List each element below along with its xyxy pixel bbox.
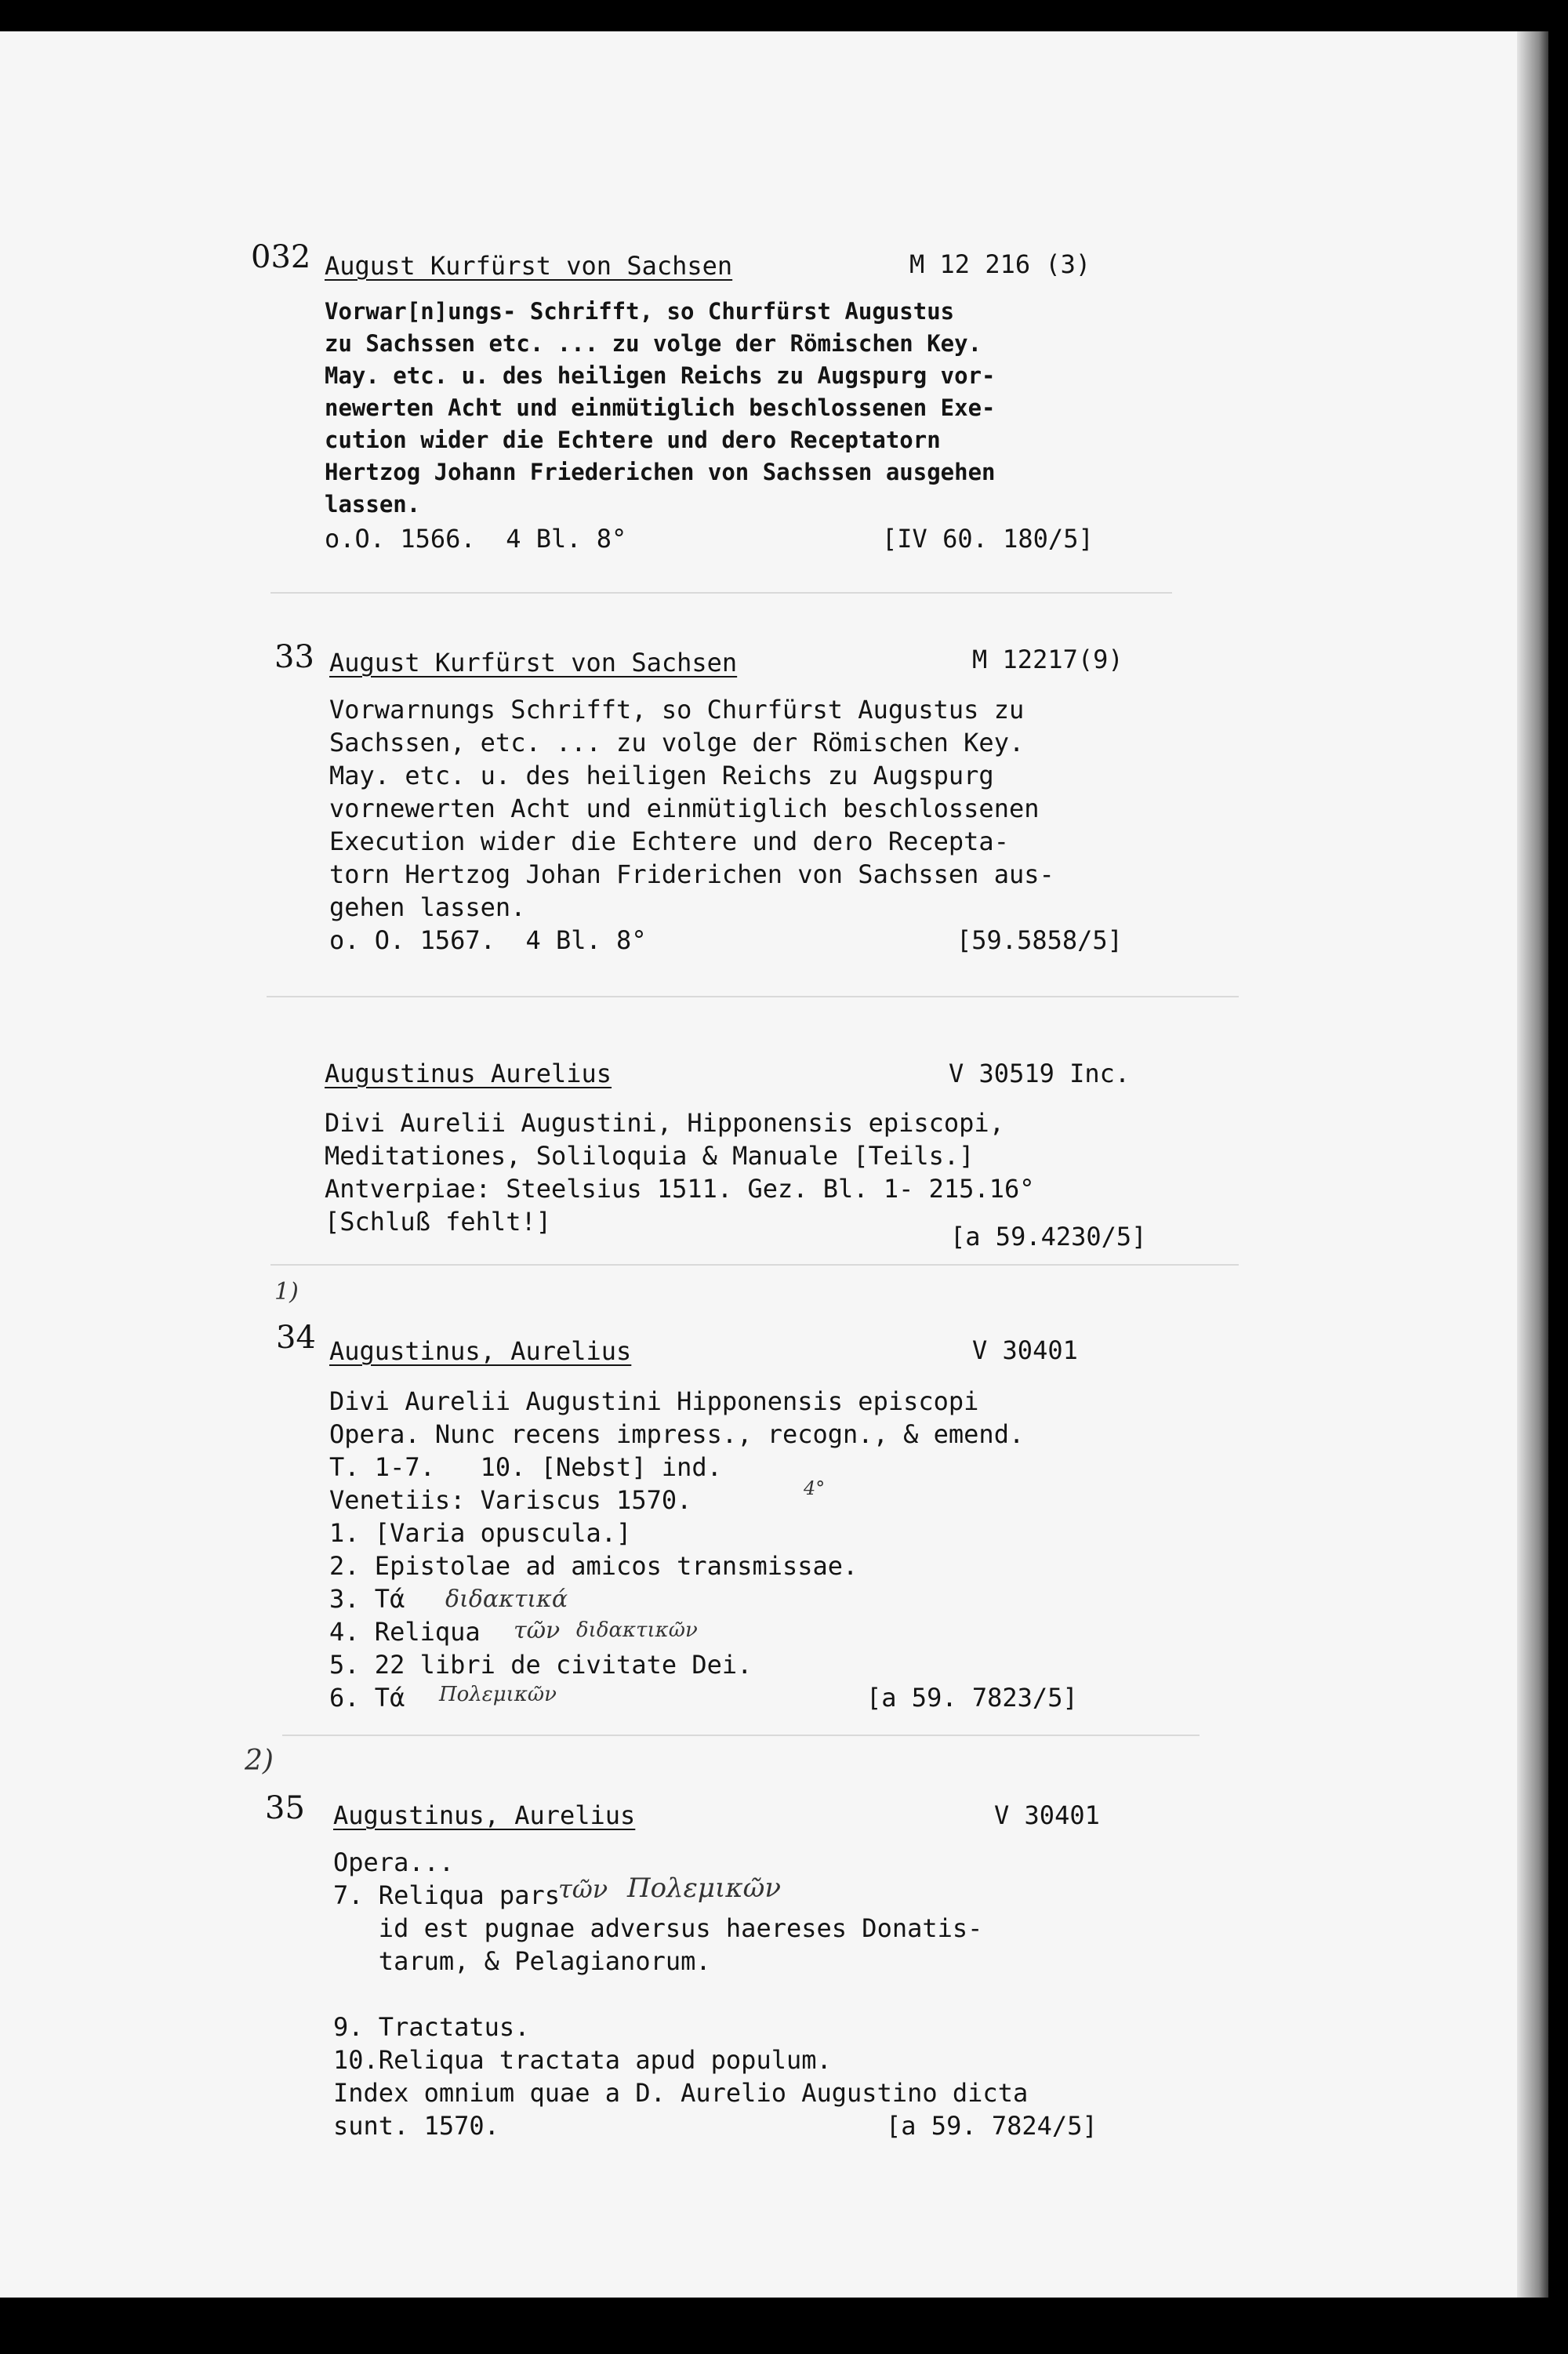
entry-heading: Augustinus Aurelius xyxy=(325,1059,612,1088)
content-line: sunt. 1570. xyxy=(333,2111,499,2141)
title-line: Meditationes, Soliloquia & Manuale [Teils.] xyxy=(325,1141,975,1171)
card-divider xyxy=(270,592,1172,594)
content-line: 10.Reliqua tractata apud populum. xyxy=(333,2045,832,2075)
title-line: gehen lassen. xyxy=(329,892,526,922)
title-line: Hertzog Johann Friederichen von Sachssen ausgehen xyxy=(325,459,996,485)
signature: [a 59. 7823/5] xyxy=(866,1683,1078,1713)
title-line: Venetiis: Variscus 1570. xyxy=(329,1485,692,1515)
title-line: Opera... xyxy=(333,1847,455,1877)
title-line: Opera. Nunc recens impress., recogn., & emend. xyxy=(329,1419,1025,1449)
title-line: Execution wider die Echtere und dero Recepta- xyxy=(329,826,1009,856)
shelfmark: V 30401 xyxy=(994,1800,1100,1830)
imprint: o.O. 1566. 4 Bl. 8° xyxy=(325,524,627,554)
entry-heading: Augustinus, Aurelius xyxy=(333,1800,636,1830)
handwritten-note: 1) xyxy=(274,1278,299,1306)
entry-number: 032 xyxy=(251,239,311,275)
page-edge xyxy=(1517,31,1548,2298)
title-line: [Schluß fehlt!] xyxy=(325,1207,551,1237)
content-line: 3. Tά xyxy=(329,1584,405,1614)
title-line: Divi Aurelii Augustini, Hipponensis episcopi, xyxy=(325,1108,1004,1138)
title-line: Sachssen, etc. ... zu volge der Römischen Key. xyxy=(329,728,1025,757)
handwritten-note: 2) xyxy=(245,1745,274,1777)
title-line: vornewerten Acht und einmütiglich beschlossenen xyxy=(329,794,1040,823)
signature: [a 59.4230/5] xyxy=(950,1222,1147,1251)
shelfmark: V 30401 xyxy=(972,1335,1078,1365)
title-line: cution wider die Echtere und dero Receptatorn xyxy=(325,427,941,453)
title-line: T. 1-7. 10. [Nebst] ind. xyxy=(329,1452,722,1482)
content-line: 4. Reliqua xyxy=(329,1617,481,1647)
entry-heading: Augustinus, Aurelius xyxy=(329,1336,632,1366)
title-line: Antverpiae: Steelsius 1511. Gez. Bl. 1- 215.16° xyxy=(325,1174,1035,1204)
shelfmark: M 12217(9) xyxy=(972,645,1123,674)
entry-number: 33 xyxy=(274,639,314,675)
content-line: 6. Tά xyxy=(329,1683,405,1713)
signature: [59.5858/5] xyxy=(956,925,1123,955)
content-line: id est pugnae adversus haereses Donatis- xyxy=(333,1913,983,1943)
content-line: 2. Epistolae ad amicos transmissae. xyxy=(329,1551,858,1581)
handwritten-format: 4° xyxy=(804,1477,826,1499)
shelfmark: V 30519 Inc. xyxy=(949,1059,1131,1088)
content-line: tarum, & Pelagianorum. xyxy=(333,1946,711,1976)
handwritten-greek: Πολεμικῶν xyxy=(627,1873,782,1904)
handwritten-greek: διδακτικά xyxy=(445,1586,568,1613)
handwritten-greek: διδακτικῶν xyxy=(576,1618,698,1642)
signature: [a 59. 7824/5] xyxy=(886,2111,1098,2141)
signature: [IV 60. 180/5] xyxy=(882,524,1094,554)
title-line: Divi Aurelii Augustini Hipponensis episcopi xyxy=(329,1386,979,1416)
imprint: o. O. 1567. 4 Bl. 8° xyxy=(329,925,647,955)
handwritten-greek: τῶν xyxy=(514,1617,561,1644)
title-line: lassen. xyxy=(325,491,421,518)
title-line: torn Hertzog Johan Friderichen von Sachssen aus- xyxy=(329,859,1054,889)
card-divider xyxy=(282,1735,1200,1736)
handwritten-greek: τῶν xyxy=(558,1874,608,1904)
content-line: Index omnium quae a D. Aurelio Augustino dicta xyxy=(333,2078,1029,2108)
content-line: 5. 22 libri de civitate Dei. xyxy=(329,1650,753,1680)
entry-heading: August Kurfürst von Sachsen xyxy=(329,648,738,678)
entry-number: 34 xyxy=(276,1320,316,1356)
title-line: Vorwar[n]ungs- Schrifft, so Churfürst Augustus xyxy=(325,298,955,325)
handwritten-greek: Πολεμικῶν xyxy=(439,1683,557,1706)
title-line: newerten Acht und einmütiglich beschlossenen Exe- xyxy=(325,394,996,421)
content-line: 9. Tractatus. xyxy=(333,2012,530,2042)
entry-heading: August Kurfürst von Sachsen xyxy=(325,251,733,281)
title-line: Vorwarnungs Schrifft, so Churfürst Augustus zu xyxy=(329,695,1025,725)
content-line: 1. [Varia opuscula.] xyxy=(329,1518,632,1548)
card-divider xyxy=(270,1264,1239,1266)
title-line: May. etc. u. des heiligen Reichs zu Augspurg xyxy=(329,761,994,790)
title-line: May. etc. u. des heiligen Reichs zu Augspurg vor- xyxy=(325,362,996,389)
content-line: 7. Reliqua pars xyxy=(333,1880,560,1910)
title-line: zu Sachssen etc. ... zu volge der Römischen Key. xyxy=(325,330,982,357)
shelfmark: M 12 216 (3) xyxy=(909,249,1091,279)
entry-number: 35 xyxy=(265,1790,305,1826)
card-divider xyxy=(267,996,1239,997)
